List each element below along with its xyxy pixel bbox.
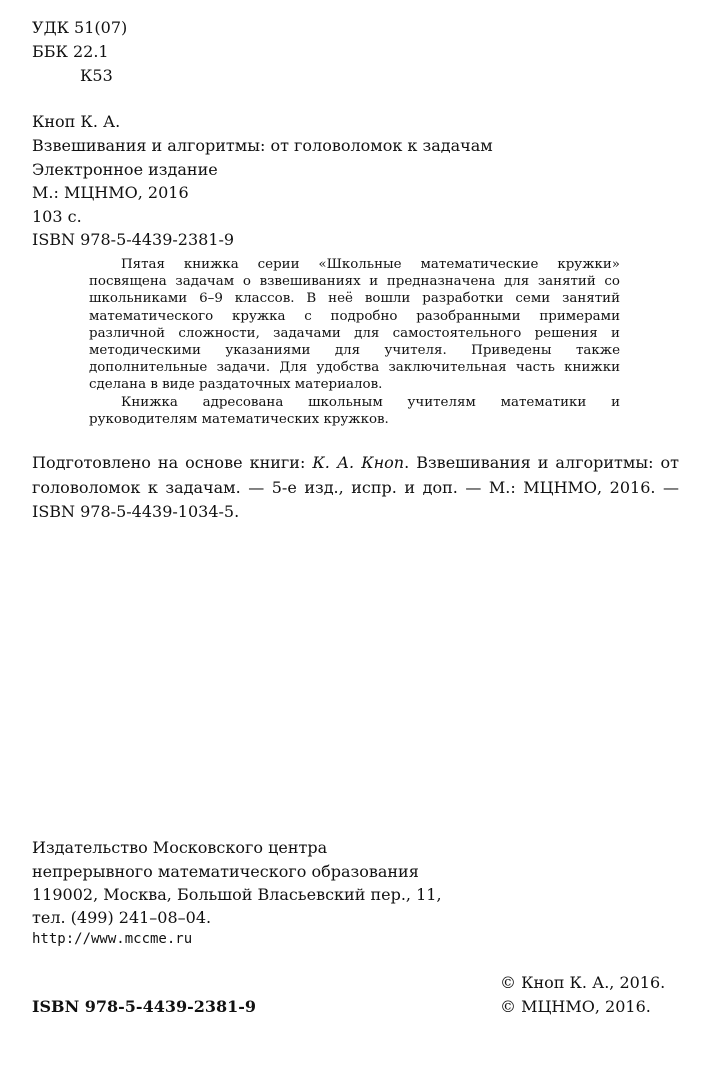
source-note (32, 451, 679, 525)
annotation-paragraph: Пятая книжка серии «Школьные математические кружки» посвящена задачам о взвешиваниях и предназначена для занятий со школьниками 6–9 классов. В неё вошли разработки семи занятий математического кружка с подробно разобранными примерами различной сложности, задачами для самостоятельного решения и методическими указаниями для учителя. Приведены также дополнительные задачи. Для удобства заключительная часть книжки сделана в виде раздаточных материалов. (89, 257, 620, 393)
annotation-paragraph: Книжка адресована школьным учителям математики и руководителям математических кружков. (89, 394, 620, 427)
copyright-author: © Кноп К. А., 2016. (500, 973, 666, 992)
udk-index: УДК 51(07) (32, 18, 128, 37)
publisher-website-link[interactable]: http://www.mccme.ru (32, 931, 193, 947)
publication-info: М.: МЦНМО, 2016 (32, 183, 189, 202)
source-note-details: . Взвешивания и алгоритмы: от головоломок к задачам. — 5-е изд., испр. и доп. — М.: МЦНМО, 2016. — ISBN 978-5-4439-1034-5. (32, 453, 680, 521)
annotation (89, 256, 620, 428)
copyright-publisher: © МЦНМО, 2016. (500, 997, 651, 1016)
page-count: 103 с. (32, 207, 82, 226)
isbn-line: ISBN 978-5-4439-2381-9 (32, 230, 235, 249)
publisher-name-line1: Издательство Московского центра (32, 838, 328, 857)
bbk-index: ББК 22.1 (32, 42, 109, 61)
source-note-prefix: Подготовлено на основе книги: (32, 453, 313, 472)
author-name: Кноп К. А. (32, 112, 121, 131)
publisher-name-line2: непрерывного математического образования (32, 862, 419, 881)
source-note-author: К. А. Кноп (312, 453, 405, 472)
author-mark: К53 (80, 66, 113, 85)
edition-type: Электронное издание (32, 160, 218, 179)
footer-isbn: ISBN 978-5-4439-2381-9 (32, 997, 257, 1016)
publisher-address: 119002, Москва, Большой Власьевский пер., 11, (32, 885, 442, 904)
publisher-phone: тел. (499) 241–08–04. (32, 908, 212, 927)
book-title: Взвешивания и алгоритмы: от головоломок к задачам (32, 136, 493, 155)
